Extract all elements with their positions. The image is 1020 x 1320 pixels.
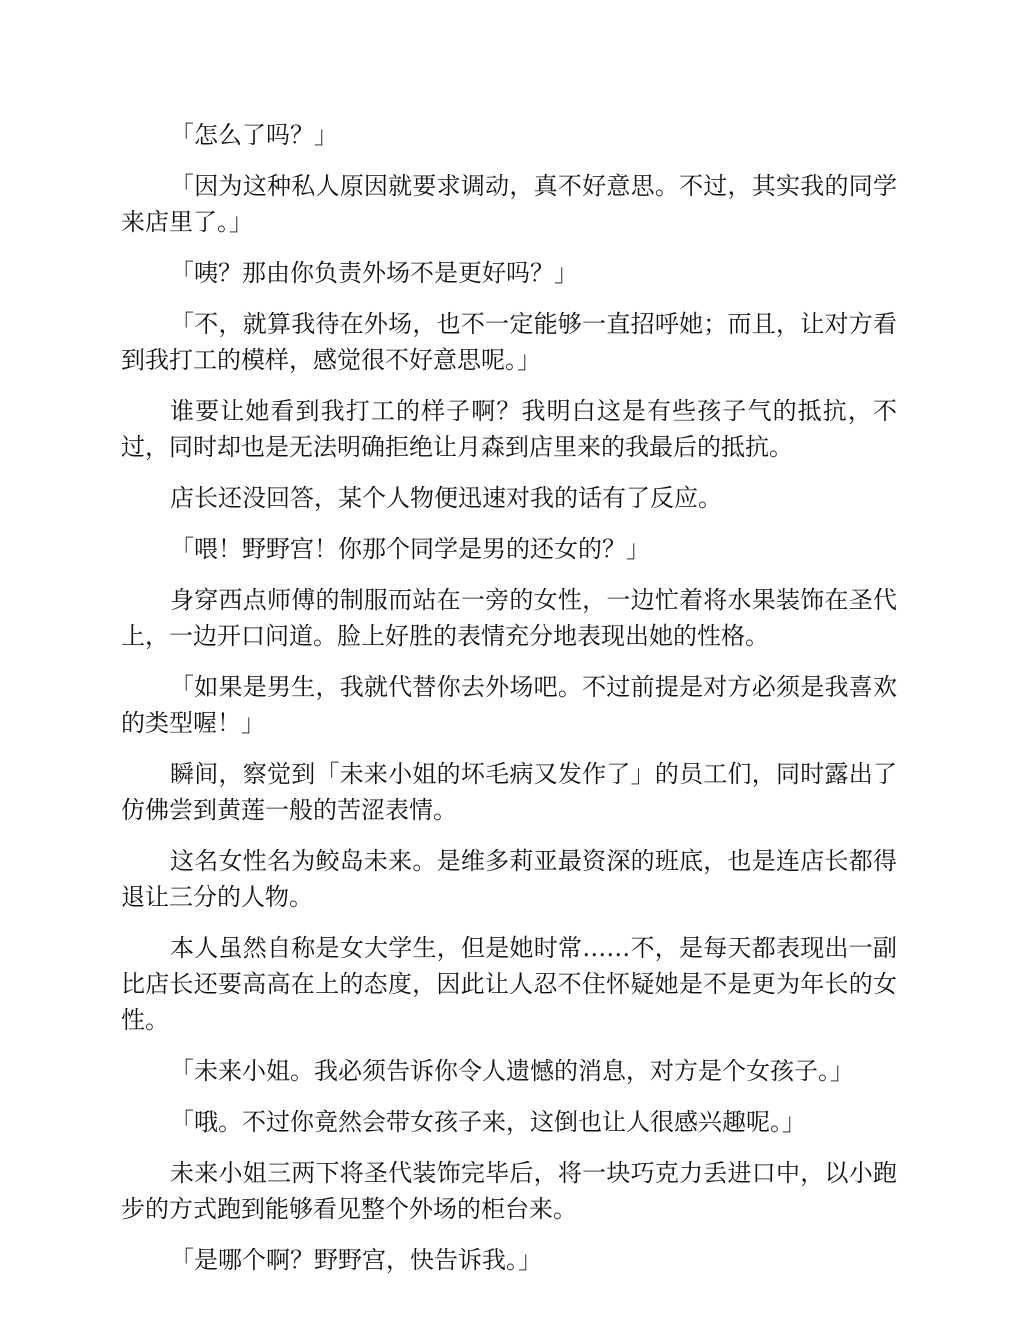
paragraph: 店长还没回答，某个人物便迅速对我的话有了反应。: [170, 484, 722, 512]
paragraph: 这名女性名为鲛岛未来。是维多莉亚最资深的班底，也是连店长都得退让三分的人物。: [121, 847, 897, 911]
paragraph: 瞬间，察觉到「未来小姐的坏毛病又发作了」的员工们，同时露出了仿佛尝到黄莲一般的苦涩表情。: [121, 760, 897, 824]
paragraph: 「咦？那由你负责外场不是更好吗？」: [170, 259, 578, 287]
page-body: [121, 117, 897, 1293]
paragraph: 「不，就算我待在外场，也不一定能够一直招呼她；而且，让对方看到我打工的模样，感觉很不好意思呢。」: [121, 310, 897, 374]
paragraph: 身穿西点师傅的制服而站在一旁的女性，一边忙着将水果装饰在圣代上，一边开口问道。脸上好胜的表情充分地表现出她的性格。: [121, 586, 897, 650]
paragraph: 「未来小姐。我必须告诉你令人遗憾的消息，对方是个女孩子。」: [170, 1057, 854, 1085]
paragraph: 「因为这种私人原因就要求调动，真不好意思。不过，其实我的同学来店里了。」: [121, 172, 897, 236]
paragraph: 未来小姐三两下将圣代装饰完毕后，将一块巧克力丢进口中，以小跑步的方式跑到能够看见整个外场的柜台来。: [121, 1159, 897, 1223]
paragraph: 「是哪个啊？野野宫，快告诉我。」: [170, 1246, 542, 1274]
paragraph: 本人虽然自称是女大学生，但是她时常……不，是每天都表现出一副比店长还要高高在上的态度，因此让人忍不住怀疑她是不是更为年长的女性。: [121, 934, 897, 1034]
paragraph: 「如果是男生，我就代替你去外场吧。不过前提是对方必须是我喜欢的类型喔！」: [121, 673, 897, 737]
paragraph: 「喂！野野宫！你那个同学是男的还女的？」: [170, 535, 650, 563]
paragraph: 「怎么了吗？」: [170, 121, 338, 149]
paragraph: 「哦。不过你竟然会带女孩子来，这倒也让人很感兴趣呢。」: [170, 1108, 806, 1136]
paragraph: 谁要让她看到我打工的样子啊？我明白这是有些孩子气的抵抗，不过，同时却也是无法明确拒绝让月森到店里来的我最后的抵抗。: [121, 397, 897, 461]
